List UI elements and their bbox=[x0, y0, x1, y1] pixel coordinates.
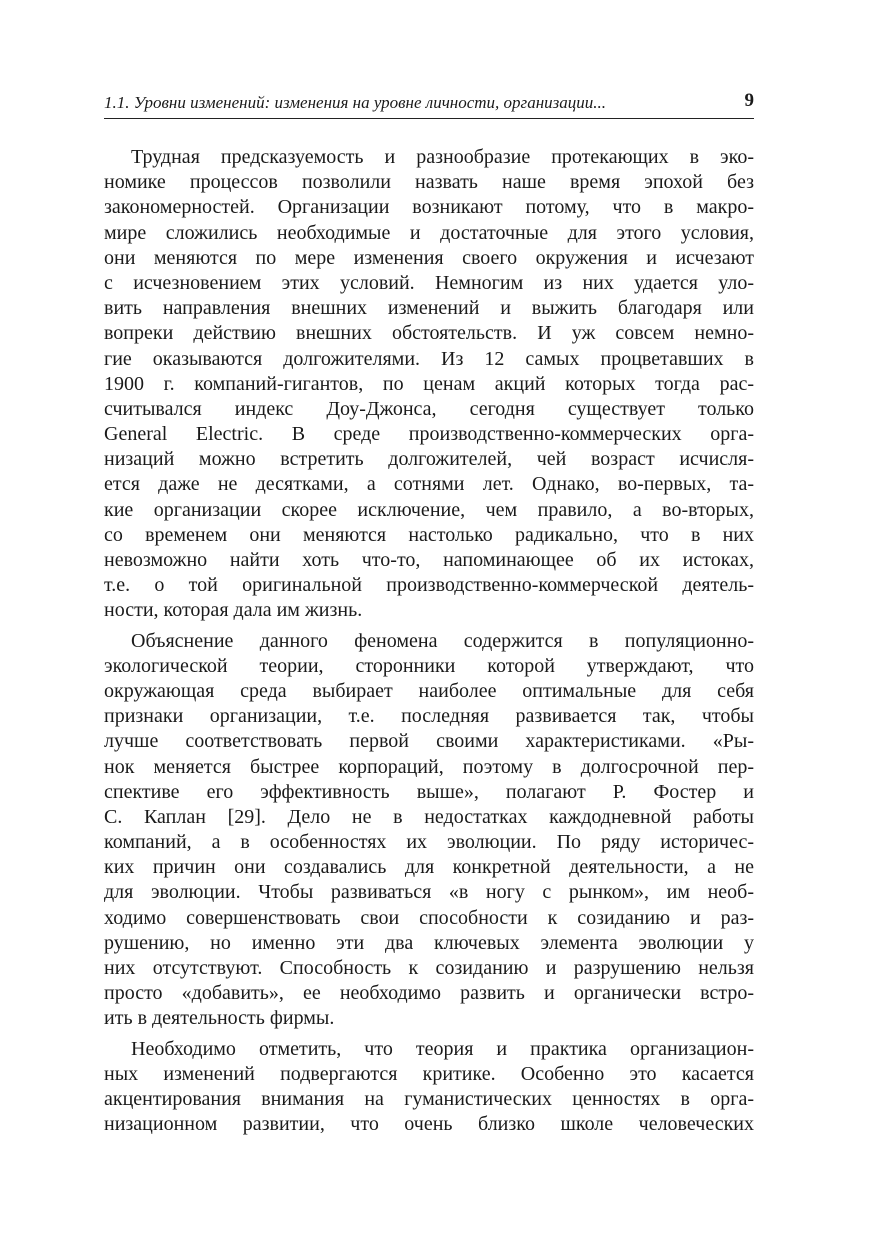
text-line: ется даже не десятками, а сотнями лет. Однако, во-первых, та- bbox=[104, 473, 754, 496]
text-line: нок меняется быстрее корпораций, поэтому в долгосрочной пер- bbox=[104, 755, 754, 778]
text-line: невозможно найти хоть что-то, напоминающее об их истоках, bbox=[104, 549, 754, 571]
text-line: со временем они меняются настолько радикально, что в них bbox=[104, 523, 754, 546]
text-line: лучше соответствовать первой своими характеристиками. «Ры- bbox=[104, 730, 754, 753]
text-line: вить направления внешних изменений и выжить благодаря или bbox=[104, 297, 754, 320]
paragraph bbox=[104, 1037, 754, 1138]
text-line: ких причин они создавались для конкретной деятельности, а не bbox=[104, 856, 754, 879]
text-line: спективе его эффективность выше», полагают Р. Фостер и bbox=[104, 780, 754, 803]
running-header bbox=[104, 92, 754, 119]
text-line: экологической теории, сторонники которой утверждают, что bbox=[104, 654, 754, 677]
text-line: просто «добавить», ее необходимо развить и органически встро- bbox=[104, 982, 754, 1005]
text-line: компаний, а в особенностях их эволюции. По ряду историчес- bbox=[104, 831, 754, 854]
page-number: 9 bbox=[744, 90, 754, 111]
body-text bbox=[104, 145, 754, 1137]
text-line: С. Каплан [29]. Дело не в недостатках каждодневной работы bbox=[104, 805, 754, 828]
text-line: 1900 г. компаний-гигантов, по ценам акций которых тогда рас- bbox=[104, 372, 754, 395]
text-line: Объяснение данного феномена содержится в популяционно- bbox=[131, 629, 754, 652]
text-line: них отсутствуют. Способность к созиданию и разрушению нельзя bbox=[104, 957, 754, 979]
text-line: акцентирования внимания на гуманистических ценностях в орга- bbox=[104, 1087, 754, 1110]
text-line: ности, которая дала им жизнь. bbox=[104, 599, 363, 622]
text-line: Трудная предсказуемость и разнообразие протекающих в эко- bbox=[131, 146, 754, 168]
text-line: они меняются по мере изменения своего окружения и исчезают bbox=[104, 246, 754, 269]
text-line: низаций можно встретить долгожителей, чей возраст исчисля- bbox=[104, 448, 754, 471]
text-line: номике процессов позволили назвать наше время эпохой без bbox=[104, 171, 754, 194]
text-line: General Electric. В среде производственно-коммерческих орга- bbox=[104, 423, 754, 446]
text-line: закономерностей. Организации возникают потому, что в макро- bbox=[104, 196, 754, 219]
paragraph bbox=[104, 145, 754, 624]
text-line: рушению, но именно эти два ключевых элемента эволюции у bbox=[104, 931, 754, 954]
text-line: признаки организации, т.е. последняя развивается так, чтобы bbox=[104, 705, 754, 728]
text-line: т.е. о той оригинальной производственно-коммерческой деятель- bbox=[104, 574, 754, 597]
text-line: ных изменений подвергаются критике. Особенно это касается bbox=[104, 1062, 754, 1085]
text-line: считывался индекс Доу-Джонса, сегодня существует только bbox=[104, 397, 754, 420]
text-line: вопреки действию внешних обстоятельств. И уж совсем немно- bbox=[104, 322, 754, 345]
paragraph bbox=[104, 629, 754, 1032]
text-line: ить в деятельность фирмы. bbox=[104, 1007, 335, 1030]
text-line: окружающая среда выбирает наиболее оптимальные для себя bbox=[104, 679, 754, 702]
running-title: 1.1. Уровни изменений: изменения на уровне личности, организации... bbox=[104, 93, 607, 112]
text-line: ходимо совершенствовать свои способности к созиданию и раз- bbox=[104, 906, 754, 929]
text-line: низационном развитии, что очень близко школе человеческих bbox=[104, 1113, 754, 1136]
text-line: гие оказываются долгожителями. Из 12 самых процветавших в bbox=[104, 347, 754, 370]
text-line: с исчезновением этих условий. Немногим из них удается уло- bbox=[104, 271, 754, 294]
text-line: для эволюции. Чтобы развиваться «в ногу с рынком», им необ- bbox=[104, 881, 754, 904]
text-line: мире сложились необходимые и достаточные для этого условия, bbox=[104, 221, 754, 244]
text-line: Необходимо отметить, что теория и практика организацион- bbox=[131, 1037, 754, 1060]
text-line: кие организации скорее исключение, чем правило, а во-вторых, bbox=[104, 498, 754, 521]
